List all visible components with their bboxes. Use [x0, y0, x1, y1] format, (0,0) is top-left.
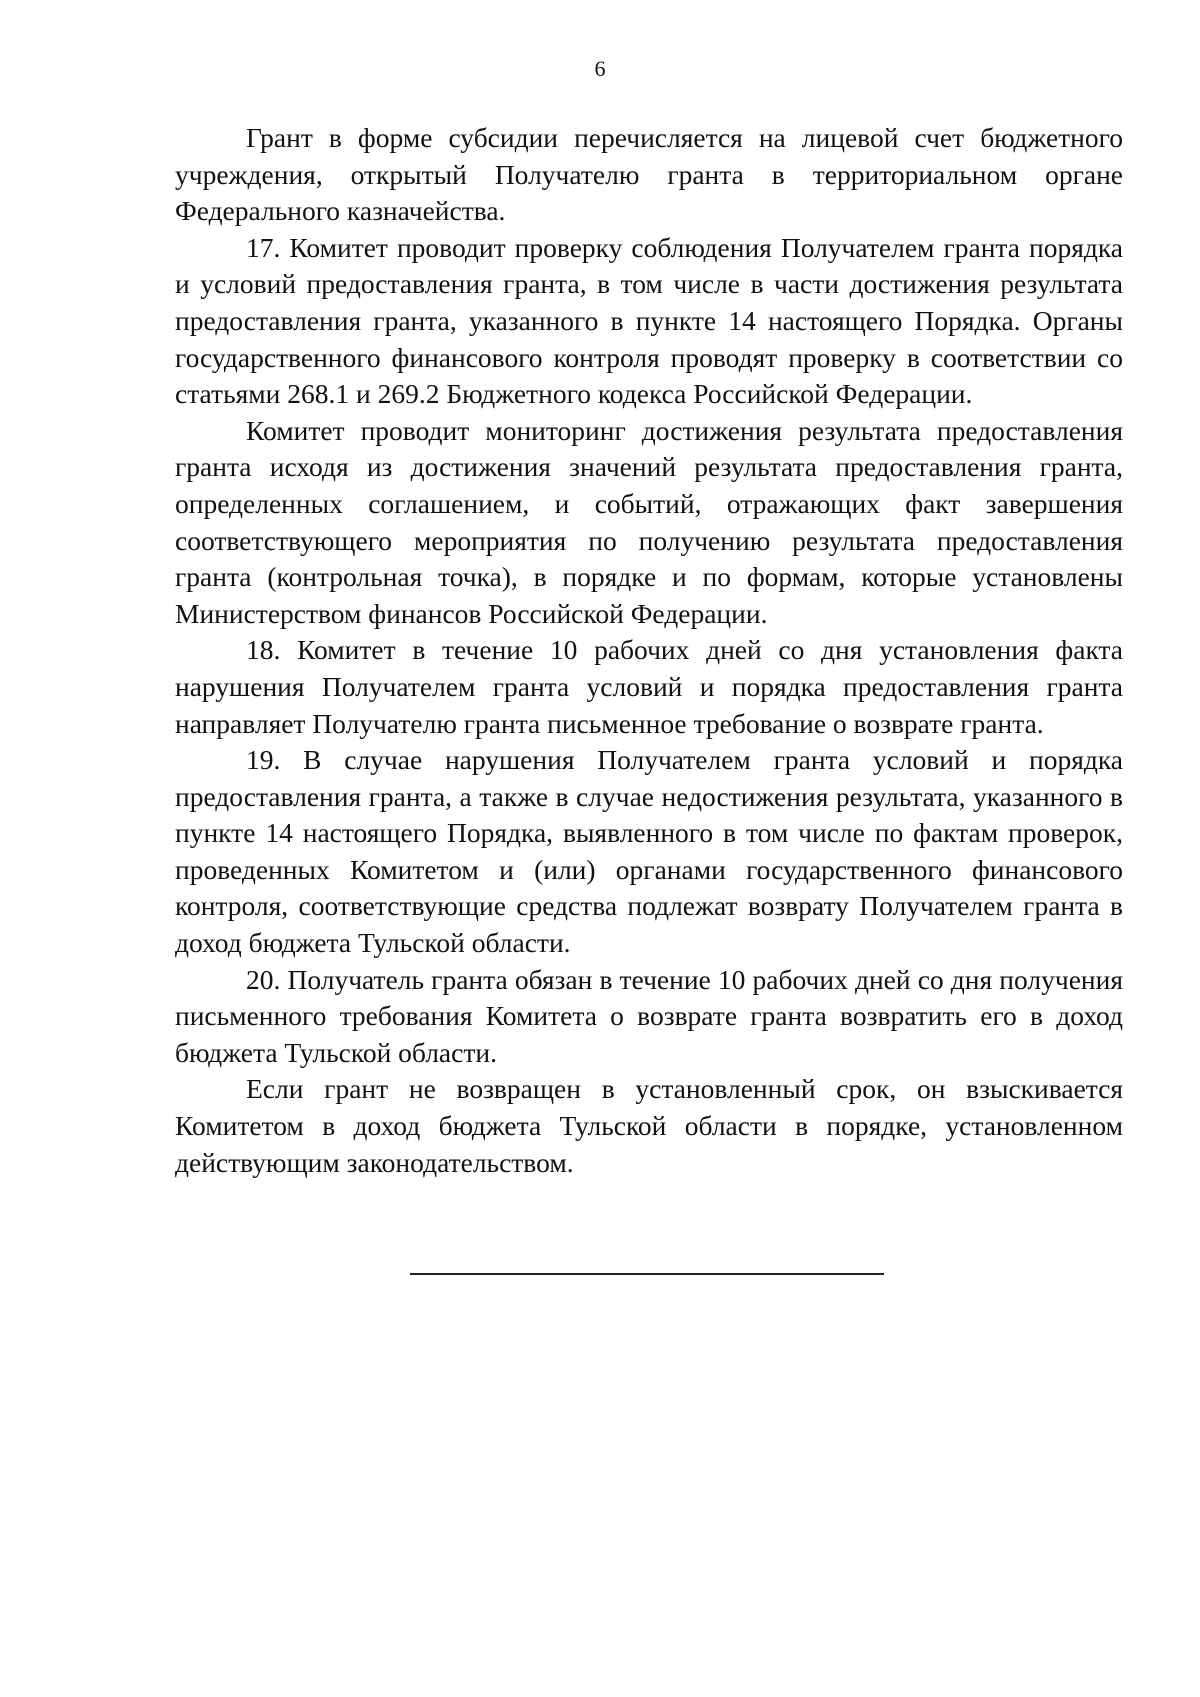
document-body — [175, 120, 1123, 1181]
paragraph-17-compliance-check: 17. Комитет проводит проверку соблюдения Получателем гранта порядка и условий предоставления гранта, в том числе в части достижения результата предоставления гранта, указанного в пункте 14 настоящего Порядка. Органы государственного финансового контроля проводят проверку в соответствии со статьями 268.1 и 269.2 Бюджетного кодекса Российской Федерации. — [175, 231, 1123, 410]
paragraph-recovery: Если грант не возвращен в установленный срок, он взыскивается Комитетом в доход бюджета Тульской области в порядке, установленном действующим законодательством. — [175, 1073, 1123, 1178]
end-of-document-rule — [410, 1273, 884, 1275]
paragraph-monitoring: Комитет проводит мониторинг достижения результата предоставления гранта исходя из достижения значений результата предоставления гранта, определенных соглашением, и событий, отражающих факт завершения соответствующего мероприятия по получению результата предоставления гранта (контрольная точка), в порядке и по формам, которые установлены Министерством финансов Российской Федерации. — [175, 414, 1123, 629]
paragraph-20-return-obligation: 20. Получатель гранта обязан в течение 10 рабочих дней со дня получения письменного требования Комитета о возврате гранта возвратить его в доход бюджета Тульской области. — [175, 963, 1123, 1068]
paragraph-grant-transfer: Грант в форме субсидии перечисляется на лицевой счет бюджетного учреждения, открытый Получателю гранта в территориальном органе Федерального казначейства. — [175, 122, 1123, 227]
paragraph-18-return-demand: 18. Комитет в течение 10 рабочих дней со дня установления факта нарушения Получателем гранта условий и порядка предоставления гранта направляет Получателю гранта письменное требование о возврате гранта. — [175, 634, 1123, 739]
page-number: 6 — [594, 56, 606, 81]
paragraph-19-violation-return: 19. В случае нарушения Получателем гранта условий и порядка предоставления гранта, а также в случае недостижения результата, указанного в пункте 14 настоящего Порядка, выявленного в том числе по фактам проверок, проведенных Комитетом и (или) органами государственного финансового контроля, соответствующие средства подлежат возврату Получателем гранта в доход бюджета Тульской области. — [175, 744, 1123, 959]
